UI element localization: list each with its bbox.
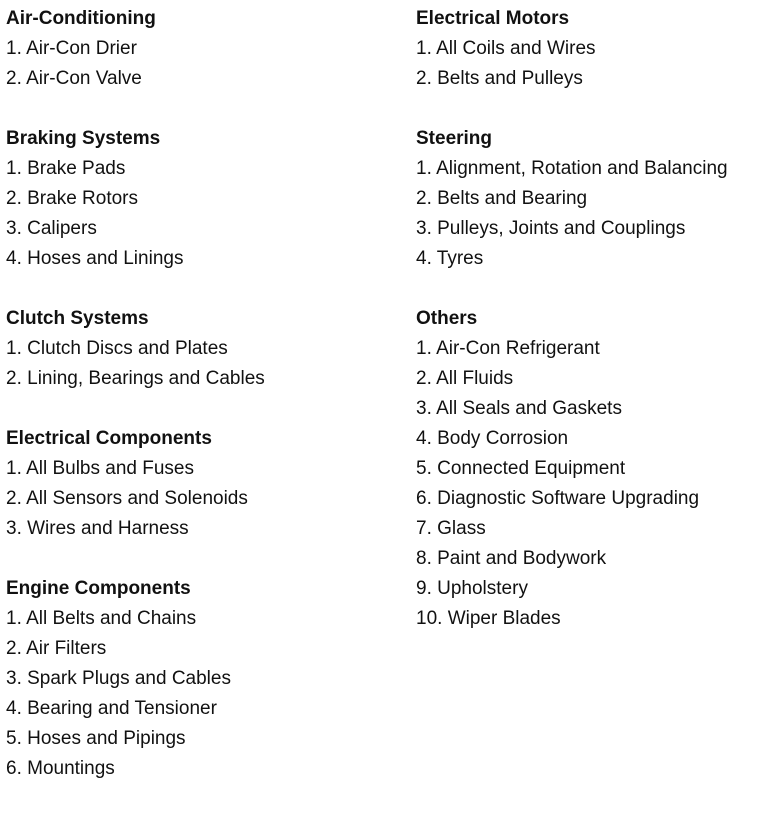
list-item: 1. Air-Con Drier [6,38,137,59]
section-clutch-systems [6,304,265,394]
section-heading: Engine Components [6,578,191,599]
list-item: 8. Paint and Bodywork [416,548,607,569]
section-braking-systems [6,124,265,274]
list-item: 5. Connected Equipment [416,458,626,479]
list-item: 3. Pulleys, Joints and Couplings [416,218,686,239]
list-item: 3. Spark Plugs and Cables [6,668,231,689]
list-item: 6. Diagnostic Software Upgrading [416,488,700,509]
list-item: 9. Upholstery [416,578,528,599]
list-item: 4. Bearing and Tensioner [6,698,217,719]
list-item: 1. All Coils and Wires [416,38,596,59]
list-item: 2. Air Filters [6,638,107,659]
list-item: 4. Hoses and Linings [6,248,184,269]
list-item: 10. Wiper Blades [416,608,561,629]
section-air-conditioning [6,4,265,94]
right-column [416,4,728,664]
list-item: 1. Brake Pads [6,158,126,179]
list-item: 1. Clutch Discs and Plates [6,338,228,359]
list-item: 2. Lining, Bearings and Cables [6,368,265,389]
section-others [416,304,728,634]
section-engine-components [6,574,265,784]
list-item: 1. Alignment, Rotation and Balancing [416,158,728,179]
section-heading: Clutch Systems [6,308,149,329]
list-item: 1. All Bulbs and Fuses [6,458,194,479]
section-electrical-motors [416,4,728,94]
list-item: 2. Belts and Bearing [416,188,588,209]
list-item: 5. Hoses and Pipings [6,728,186,749]
list-item: 2. Belts and Pulleys [416,68,583,89]
section-heading: Air-Conditioning [6,8,156,29]
list-item: 7. Glass [416,518,486,539]
list-item: 3. Calipers [6,218,97,239]
list-item: 1. Air-Con Refrigerant [416,338,600,359]
section-heading: Others [416,308,478,329]
list-item: 6. Mountings [6,758,115,779]
list-item: 2. Brake Rotors [6,188,138,209]
section-heading: Braking Systems [6,128,161,149]
list-item: 2. All Fluids [416,368,514,389]
list-item: 2. Air-Con Valve [6,68,142,89]
list-item: 4. Tyres [416,248,484,269]
section-electrical-components [6,424,265,544]
section-heading: Electrical Motors [416,8,570,29]
section-heading: Steering [416,128,493,149]
list-item: 4. Body Corrosion [416,428,569,449]
section-heading: Electrical Components [6,428,212,449]
list-item: 3. Wires and Harness [6,518,189,539]
list-item: 3. All Seals and Gaskets [416,398,622,419]
left-column [6,4,265,814]
section-steering [416,124,728,274]
list-item: 2. All Sensors and Solenoids [6,488,248,509]
list-item: 1. All Belts and Chains [6,608,197,629]
